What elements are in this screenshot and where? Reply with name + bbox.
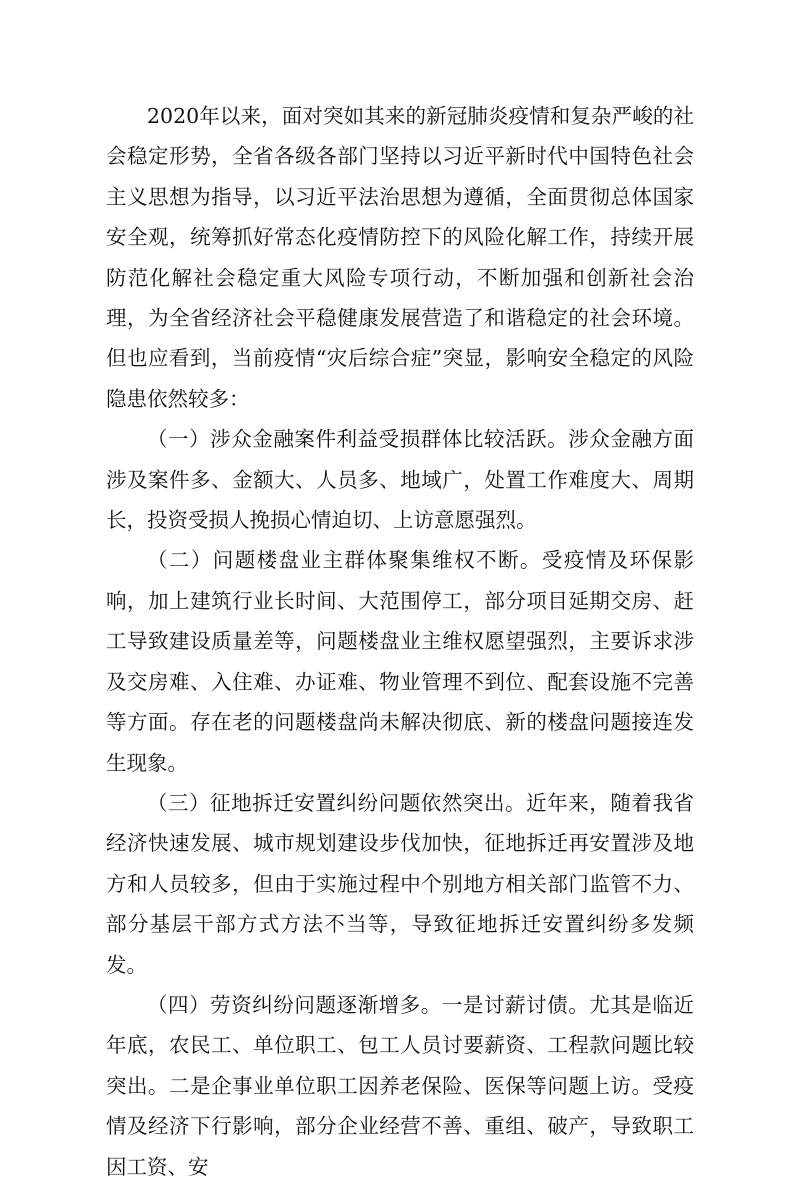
paragraph-intro: 2020年以来，面对突如其来的新冠肺炎疫情和复杂严峻的社会稳定形势，全省各级各部门坚持以习近平新时代中国特色社会主义思想为指导，以习近平法治思想为遵循，全面贯彻总体国家安全观，统筹抓好常态化疫情防控下的风险化解工作，持续开展防范化解社会稳定重大风险专项行动，不断加强和创新社会治理，为全省经济社会平稳健康发展营造了和谐稳定的社会环境。但也应看到，当前疫情“灾后综合症”突显，影响安全稳定的风险隐患依然较多： xyxy=(106,104,694,411)
document-body xyxy=(106,96,694,1187)
paragraph-item-1: （一）涉众金融案件利益受损群体比较活跃。涉众金融方面涉及案件多、金额大、人员多、地域广，处置工作难度大、周期长，投资受损人挽损心情迫切、上访意愿强烈。 xyxy=(106,427,694,533)
paragraph-item-2: （二）问题楼盘业主群体聚集维权不断。受疫情及环保影响，加上建筑行业长时间、大范围停工，部分项目延期交房、赶工导致建设质量差等，问题楼盘业主维权愿望强烈，主要诉求涉及交房难、入住难、办证难、物业管理不到位、配套设施不完善等方面。存在老的问题楼盘尚未解决彻底、新的楼盘问题接连发生现象。 xyxy=(106,548,694,775)
paragraph-item-3: （三）征地拆迁安置纠纷问题依然突出。近年来，随着我省经济快速发展、城市规划建设步伐加快，征地拆迁再安置涉及地方和人员较多，但由于实施过程中个别地方相关部门监管不力、部分基层干部方式方法不当等，导致征地拆迁安置纠纷多发频发。 xyxy=(106,790,694,977)
paragraph-item-4: （四）劳资纠纷问题逐渐增多。一是讨薪讨债。尤其是临近年底，农民工、单位职工、包工人员讨要薪资、工程款问题比较突出。二是企事业单位职工因养老保险、医保等问题上访。受疫情及经济下行影响，部分企业经营不善、重组、破产，导致职工因工资、安 xyxy=(106,992,694,1179)
